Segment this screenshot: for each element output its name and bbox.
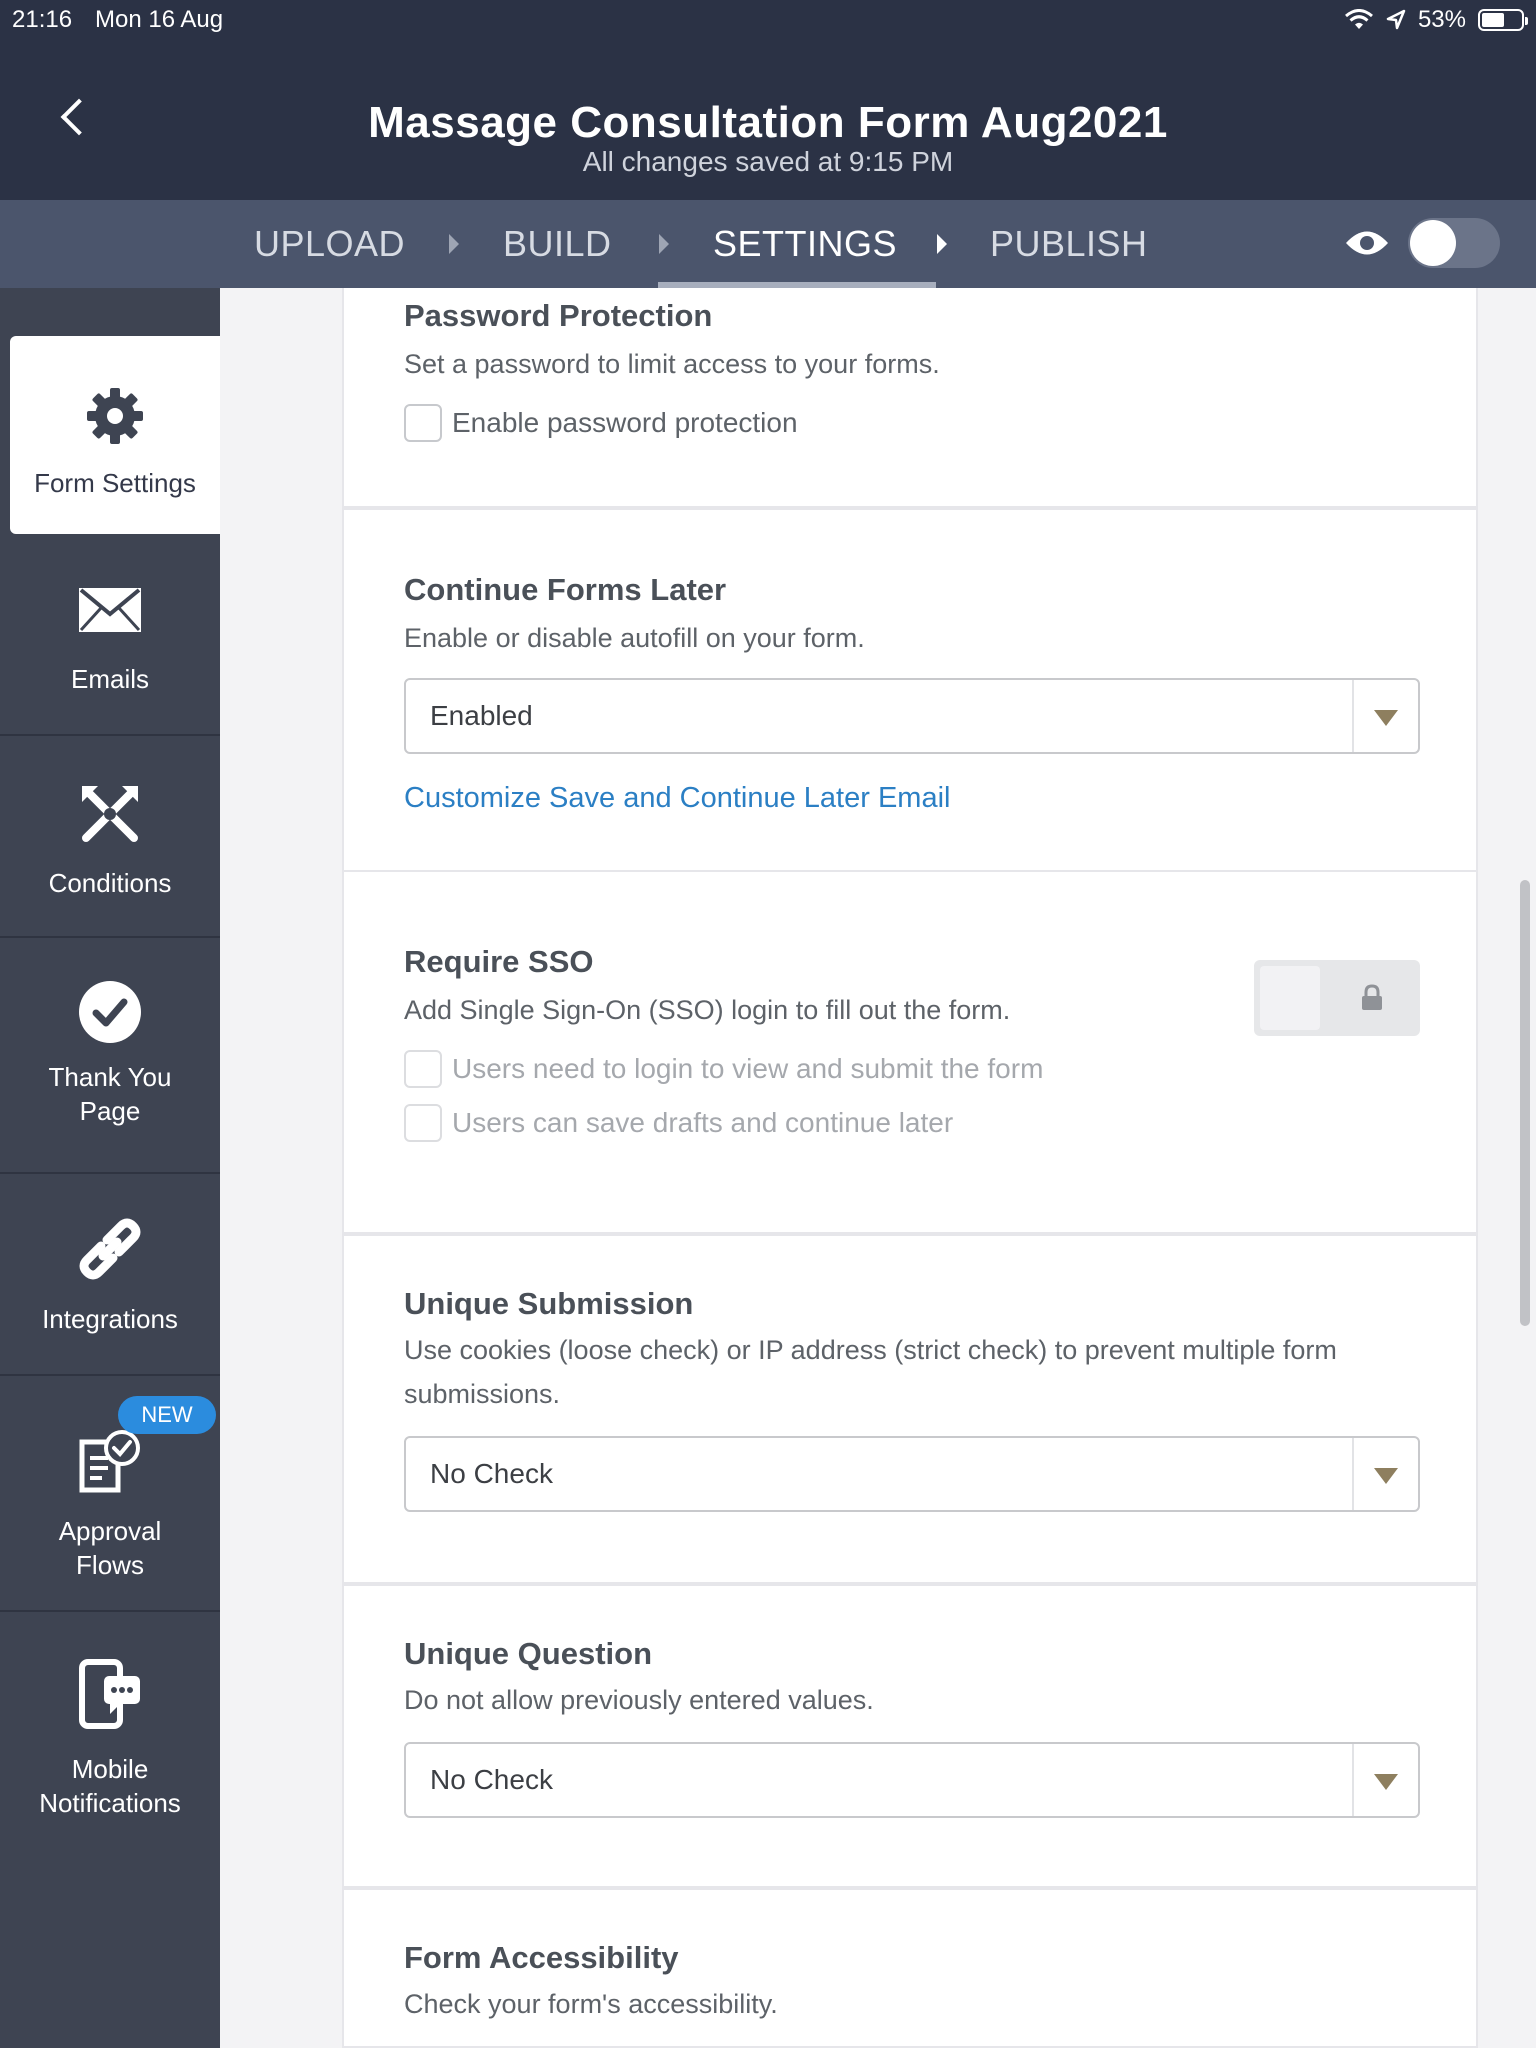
sso-drafts-checkbox[interactable]	[404, 1104, 442, 1142]
sidebar-item-mobile-notifications[interactable]	[0, 1614, 220, 1874]
customize-email-link[interactable]: Customize Save and Continue Later Email	[404, 782, 951, 814]
conditions-icon	[78, 784, 142, 844]
section-description: Enable or disable autofill on your form.	[404, 623, 865, 653]
continue-forms-later-section	[342, 508, 1478, 872]
sidebar-item-label: Emails	[70, 664, 149, 694]
sidebar-item-label: Mobile Notifications	[39, 1754, 181, 1818]
check-circle-icon	[78, 980, 142, 1044]
unique-question-select[interactable]	[404, 1742, 1420, 1818]
section-title: Password Protection	[404, 298, 713, 333]
sidebar-item-integrations[interactable]	[0, 1176, 220, 1376]
scrollbar[interactable]	[1520, 880, 1530, 1326]
sidebar-item-emails[interactable]	[0, 536, 220, 736]
sidebar-item-label: Thank You Page	[48, 1062, 172, 1126]
gear-icon	[83, 384, 147, 448]
caret-down-icon	[1374, 1774, 1398, 1790]
section-description: Check your form's accessibility.	[404, 1989, 778, 2019]
tab-publish[interactable]: PUBLISH	[990, 223, 1148, 264]
sidebar-item-conditions[interactable]	[0, 738, 220, 938]
wizard-nav	[0, 200, 1536, 288]
section-title: Continue Forms Later	[404, 572, 727, 607]
battery-percent: 53%	[1417, 6, 1466, 33]
settings-content	[342, 288, 1478, 2048]
sidebar-item-label: Form Settings	[34, 468, 196, 498]
location-icon	[1386, 9, 1406, 31]
unique-submission-select[interactable]	[404, 1436, 1420, 1512]
sidebar-item-label: Approval Flows	[58, 1516, 162, 1580]
select-value: Enabled	[430, 700, 533, 731]
settings-sidebar	[0, 288, 220, 2048]
form-title: Massage Consultation Form Aug2021	[368, 98, 1168, 147]
battery-icon	[1478, 9, 1524, 31]
checkbox-label: Users need to login to view and submit the form	[452, 1053, 1044, 1084]
sso-login-option[interactable]	[404, 1050, 1043, 1088]
link-icon	[77, 1216, 143, 1282]
checkbox-label: Enable password protection	[452, 407, 798, 438]
wifi-icon	[1344, 9, 1374, 31]
mobile-notification-icon	[78, 1658, 142, 1730]
require-sso-section	[342, 872, 1478, 1234]
app-header	[0, 0, 1536, 200]
chevron-right-icon	[449, 234, 459, 254]
envelope-icon	[77, 586, 143, 634]
section-title: Unique Question	[404, 1636, 652, 1671]
select-value: No Check	[430, 1764, 553, 1795]
unique-submission-section	[342, 1234, 1478, 1584]
sso-drafts-option[interactable]	[404, 1104, 953, 1142]
sidebar-item-label: Conditions	[48, 868, 172, 898]
password-checkbox[interactable]	[404, 404, 442, 442]
tab-build[interactable]: BUILD	[503, 223, 612, 264]
section-title: Require SSO	[404, 944, 594, 979]
caret-down-icon	[1374, 1468, 1398, 1484]
continue-later-select[interactable]	[404, 678, 1420, 754]
sidebar-item-thank-you-page[interactable]	[0, 940, 220, 1174]
section-description: Add Single Sign-On (SSO) login to fill out the form.	[404, 995, 1011, 1025]
sso-toggle[interactable]	[1254, 960, 1420, 1036]
saved-status: All changes saved at 9:15 PM	[582, 146, 954, 177]
section-description: Use cookies (loose check) or IP address (strict check) to prevent multiple form submissions.	[404, 1335, 1337, 1409]
select-value: No Check	[430, 1458, 553, 1489]
preview-eye-icon[interactable]	[1344, 226, 1390, 260]
chevron-right-icon	[937, 234, 947, 254]
sidebar-item-label: Integrations	[42, 1304, 178, 1334]
section-description: Do not allow previously entered values.	[404, 1685, 874, 1715]
sso-login-checkbox[interactable]	[404, 1050, 442, 1088]
unique-question-section	[342, 1584, 1478, 1888]
form-accessibility-section	[342, 1888, 1478, 2048]
preview-toggle[interactable]	[1408, 218, 1500, 268]
chevron-right-icon	[659, 234, 669, 254]
checkbox-label: Users can save drafts and continue later	[452, 1107, 954, 1138]
password-checkbox-row[interactable]	[404, 404, 798, 442]
status-time: 21:16	[12, 6, 73, 33]
sidebar-spacer	[0, 288, 220, 336]
approval-icon	[78, 1430, 142, 1500]
tab-upload[interactable]: UPLOAD	[254, 223, 406, 264]
section-title: Unique Submission	[404, 1286, 694, 1321]
lock-icon	[1360, 984, 1384, 1012]
new-badge: NEW	[118, 1396, 216, 1434]
section-description: Set a password to limit access to your forms.	[404, 349, 940, 379]
status-date: Mon 16 Aug	[95, 6, 224, 33]
password-protection-section	[342, 288, 1478, 508]
section-title: Form Accessibility	[404, 1940, 679, 1975]
sidebar-item-form-settings[interactable]	[10, 336, 220, 534]
tab-settings[interactable]: SETTINGS	[713, 223, 898, 264]
status-indicators	[1344, 6, 1524, 34]
caret-down-icon	[1374, 710, 1398, 726]
